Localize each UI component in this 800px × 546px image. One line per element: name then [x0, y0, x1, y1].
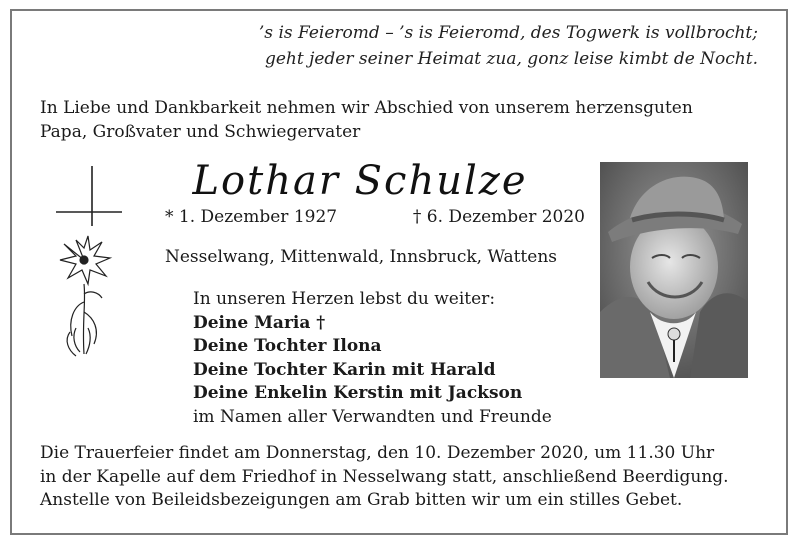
portrait-photo: [600, 162, 748, 378]
mourner-name: Deine Tochter Ilona: [193, 336, 382, 356]
intro-text: [40, 96, 760, 144]
mourners-heading: In unseren Herzen lebst du weiter:: [193, 289, 496, 309]
deceased-name: Lothar Schulze: [192, 158, 528, 204]
life-dates: [165, 205, 585, 229]
quote-line-2: geht jeder seiner Heimat zua, gonz leise kimbt de Nocht.: [264, 49, 758, 69]
dialect-quote: [259, 20, 758, 72]
places-of-life: Nesselwang, Mittenwald, Innsbruck, Wattens: [165, 247, 557, 267]
funeral-notice: [40, 442, 770, 513]
portrait-image: [600, 162, 748, 378]
footer-line-1: Die Trauerfeier findet am Donnerstag, den 10. Dezember 2020, um 11.30 Uhr: [40, 443, 715, 463]
mourners-list: [193, 288, 552, 429]
edelweiss-icon: [54, 232, 114, 362]
footer-line-2: in der Kapelle auf dem Friedhof in Nesselwang statt, anschließend Beerdigung.: [40, 466, 729, 487]
mourner-name: Deine Maria †: [193, 312, 326, 333]
mourner-name: Deine Tochter Karin mit Harald: [193, 359, 496, 380]
birth-date: * 1. Dezember 1927: [165, 207, 338, 227]
intro-line-2: Papa, Großvater und Schwiegervater: [40, 122, 361, 142]
footer-line-3: Anstelle von Beileidsbezeigungen am Grab bitten wir um ein stilles Gebet.: [40, 490, 683, 510]
quote-line-1: ’s is Feieromd – ’s is Feieromd, des Togwerk is vollbrocht;: [258, 23, 758, 43]
mourner-name: Deine Enkelin Kerstin mit Jackson: [193, 383, 523, 403]
mourners-closing: im Namen aller Verwandten und Freunde: [193, 406, 552, 427]
cross-icon: [52, 166, 122, 226]
death-date: † 6. Dezember 2020: [412, 207, 585, 227]
intro-line-1: In Liebe und Dankbarkeit nehmen wir Abschied von unserem herzensguten: [40, 98, 693, 118]
